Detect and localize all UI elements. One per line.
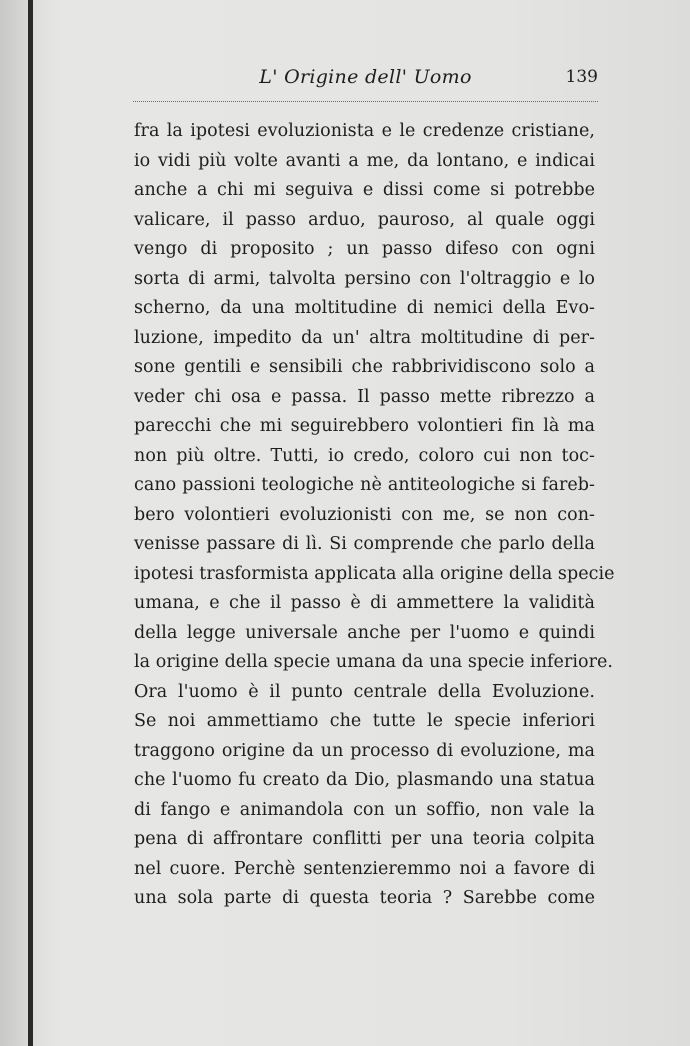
text-line: Ora l'uomo è il punto centrale della Evoluzione. (134, 681, 595, 702)
text-line: sone gentili e sensibili che rabbrividiscono solo a (134, 357, 595, 377)
header-rule (133, 101, 598, 102)
text-line: traggono origine da un processo di evoluzione, ma (134, 740, 595, 761)
text-line: pena di affrontare conflitti per una teoria colpita (134, 829, 595, 849)
text-line: parecchi che mi seguirebbero volontieri fin là ma (134, 416, 595, 436)
text-line: cano passioni teologiche nè antiteologiche si fareb- (134, 475, 595, 495)
body-text (134, 117, 615, 914)
text-line: non più oltre. Tutti, io credo, coloro cui non toc- (134, 445, 595, 466)
text-line: vengo di proposito ; un passo difeso con ogni (134, 239, 595, 259)
text-line: umana, e che il passo è di ammettere la validità (134, 593, 595, 613)
text-line: la origine della specie umana da una specie inferiore. (134, 652, 614, 672)
page-number: 139 (565, 67, 598, 87)
text-line: anche a chi mi seguiva e dissi come si potrebbe (134, 180, 595, 200)
text-line: che l'uomo fu creato da Dio, plasmando una statua (134, 770, 595, 790)
text-line: nel cuore. Perchè sentenzieremmo noi a favore di (134, 858, 595, 879)
text-line: Se noi ammettiamo che tutte le specie inferiori (134, 711, 595, 731)
text-line: luzione, impedito da un' altra moltitudine di per- (134, 327, 595, 348)
text-line: io vidi più volte avanti a me, da lontano, e indicai (134, 150, 595, 171)
text-line: una sola parte di questa teoria ? Sarebbe come (134, 888, 595, 908)
text-line: venisse passare di lì. Si comprende che parlo della (134, 534, 595, 554)
text-line: bero volontieri evoluzionisti con me, se non con- (134, 504, 595, 525)
text-line: della legge universale anche per l'uomo e quindi (134, 622, 595, 643)
text-line: valicare, il passo arduo, pauroso, al quale oggi (134, 209, 595, 230)
text-line: sorta di armi, talvolta persino con l'oltraggio e lo (134, 268, 595, 289)
binding-edge (0, 0, 30, 1046)
text-line: di fango e animandola con un soffio, non vale la (134, 799, 595, 820)
text-line: fra la ipotesi evoluzionista e le credenze cristiane, (134, 121, 595, 141)
text-line: veder chi osa e passa. Il passo mette ribrezzo a (134, 386, 595, 407)
text-line: scherno, da una moltitudine di nemici della Evo- (134, 298, 595, 318)
binding-shadow-line (28, 0, 33, 1046)
text-line: ipotesi trasformista applicata alla origine della specie (134, 563, 615, 584)
running-title: L' Origine dell' Uomo (259, 66, 472, 88)
page-header (133, 66, 598, 104)
